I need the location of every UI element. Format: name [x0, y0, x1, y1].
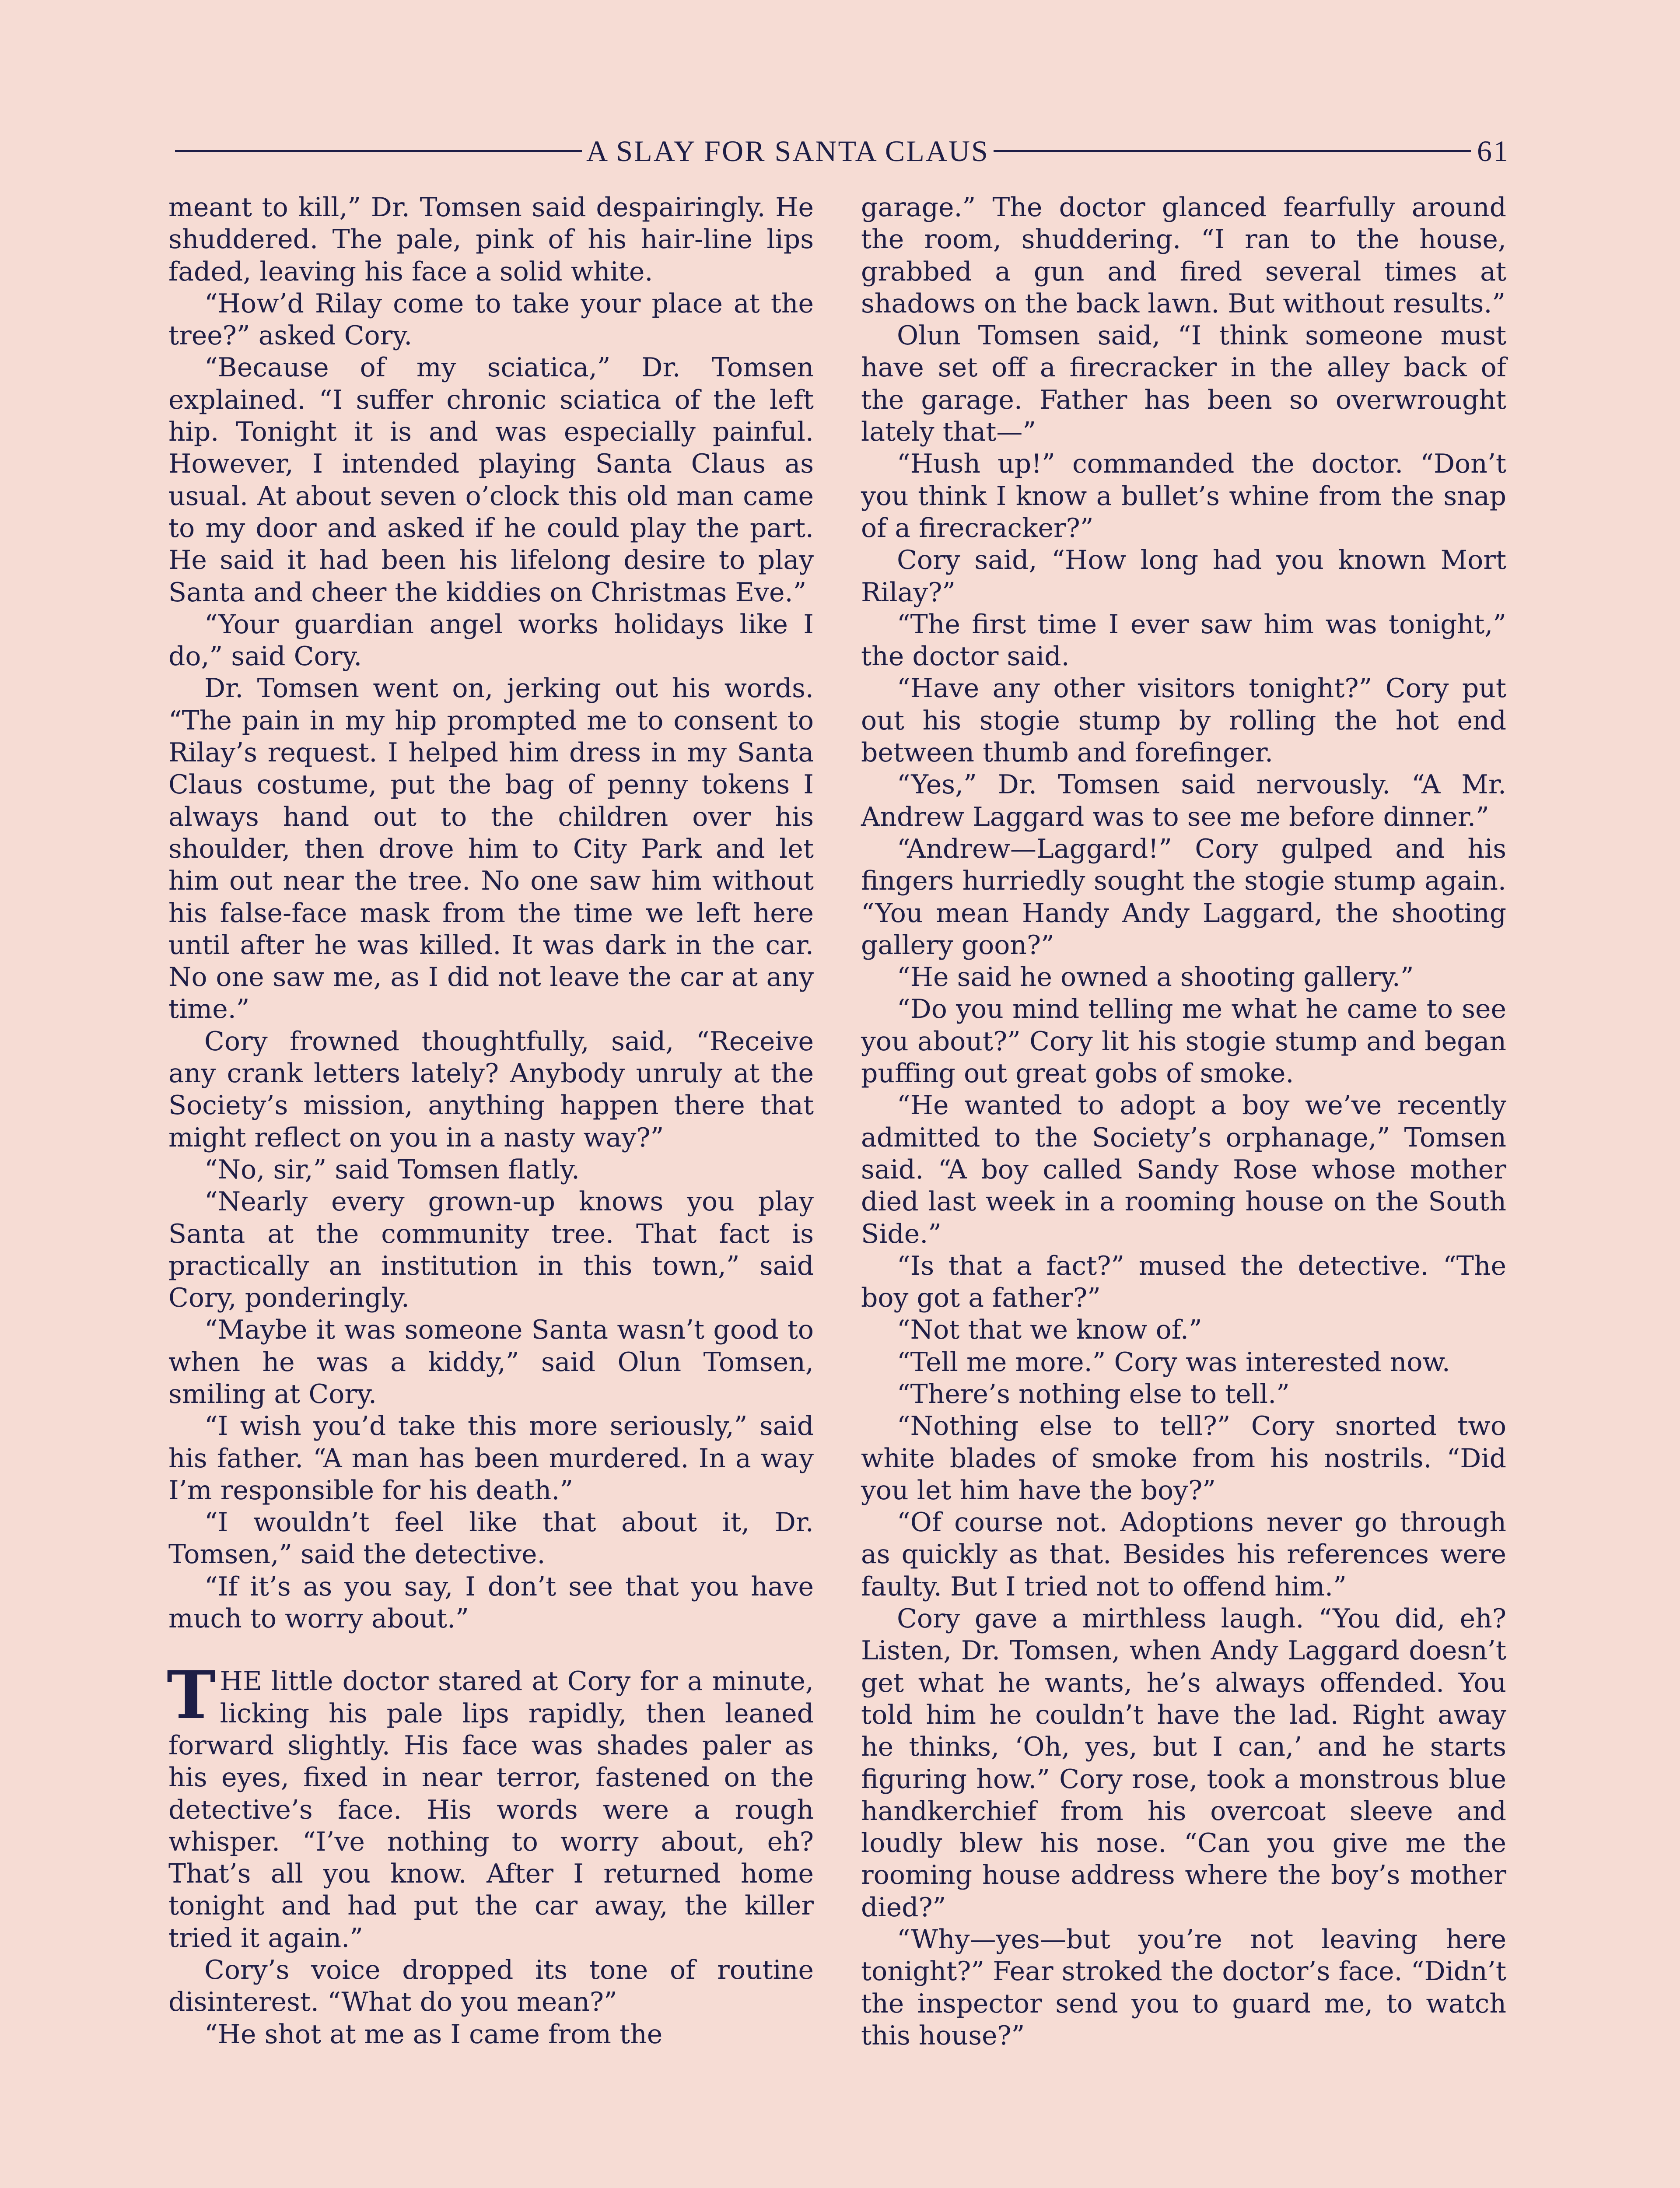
paragraph: “He shot at me as I came from the [204, 2019, 663, 2050]
paragraph: Cory gave a mirthless laugh. “You did, eh? Listen, Dr. Tomsen, when Andy Laggard doesn’t get what he wants, he’s always offended. You told him he couldn’t have the lad. Right away he thinks, ‘Oh, yes, but I can,’ and he starts figuring how.” Cory rose, took a monstrous blue handkerchief from his overcoat sleeve and loudly blew his nose. “Can you give me the rooming house address where the boy’s mother died?” [861, 1603, 1506, 1923]
paragraph: “Nearly every grown-up knows you play Santa at the community tree. That fact is practically an institution in this town,” said Cory, ponderingly. [168, 1186, 814, 1314]
paragraph: “The first time I ever saw him was tonight,” the doctor said. [861, 609, 1506, 672]
paragraph: “Andrew—Laggard!” Cory gulped and his fingers hurriedly sought the stogie stump again. “You mean Handy Andy Laggard, the shooting gallery goon?” [861, 833, 1506, 961]
paragraph: “Maybe it was someone Santa wasn’t good to when he was a kiddy,” said Olun Tomsen, smiling at Cory. [168, 1315, 814, 1410]
left-column [168, 192, 814, 2051]
paragraph: Cory frowned thoughtfully, said, “Receive any crank letters lately? Anybody unruly at the Society’s mission, anything happen there that might reflect on you in a nasty way?” [168, 1026, 814, 1153]
paragraph: meant to kill,” Dr. Tomsen said despairingly. He shuddered. The pale, pink of his hair-line lips faded, leaving his face a solid white. [168, 192, 814, 287]
right-column [861, 192, 1506, 2052]
paragraph: “Nothing else to tell?” Cory snorted two white blades of smoke from his nostrils. “Did you let him have the boy?” [861, 1411, 1506, 1506]
paragraph: “Because of my sciatica,” Dr. Tomsen explained. “I suffer chronic sciatica of the left hip. Tonight it is and was especially painful. However, I intended playing Santa Claus as usual. At about seven o’clock this old man came to my door and asked if he could play the part. He said it had been his lifelong desire to play Santa and cheer the kiddies on Christmas Eve.” [168, 352, 814, 608]
paragraph: “Yes,” Dr. Tomsen said nervously. “A Mr. Andrew Laggard was to see me before dinner.” [861, 769, 1506, 832]
paragraph: Cory said, “How long had you known Mort Rilay?” [861, 545, 1506, 608]
drop-cap: T [167, 1657, 216, 1734]
paragraph: “There’s nothing else to tell.” [897, 1378, 1290, 1410]
header-rule-left [175, 150, 582, 152]
paragraph: “Is that a fact?” mused the detective. “The boy got a father?” [861, 1250, 1506, 1314]
section-opening-text: HE little doctor stared at Cory for a minute, licking his pale lips rapidly, then leaned forward slightly. His face was shades paler as his eyes, fixed in near terror, fastened on the detective’s face. His words were a rough whisper. “I’ve nothing to worry about, eh? That’s all you know. After I returned home tonight and had put the car away, the killer tried it again.” [168, 1666, 814, 1953]
page-number: 61 [1477, 134, 1509, 168]
paragraph: “No, sir,” said Tomsen flatly. [204, 1154, 580, 1185]
section-opening-paragraph [167, 1657, 814, 1954]
paragraph: “Not that we know of.” [897, 1315, 1202, 1346]
paragraph: “Have any other visitors tonight?” Cory put out his stogie stump by rolling the hot end between thumb and forefinger. [861, 673, 1506, 768]
paragraph: “How’d Rilay come to take your place at the tree?” asked Cory. [168, 288, 814, 351]
header-rule-right [994, 150, 1471, 152]
paragraph: “Hush up!” commanded the doctor. “Don’t you think I know a bullet’s whine from the snap of a firecracker?” [861, 449, 1506, 543]
story-title: A SLAY FOR SANTA CLAUS [586, 134, 989, 168]
paragraph: Dr. Tomsen went on, jerking out his words. “The pain in my hip prompted me to consent to Rilay’s request. I helped him dress in my Santa Claus costume, put the bag of penny tokens I always hand out to the children over his shoulder, then drove him to City Park and let him out near the tree. No one saw him without his false-face mask from the time we left here until after he was killed. It was dark in the car. No one saw me, as I did not leave the car at any time.” [168, 673, 814, 1025]
paragraph: “Do you mind telling me what he came to see you about?” Cory lit his stogie stump and began puffing out great gobs of smoke. [861, 994, 1506, 1089]
paragraph: “Why—yes—but you’re not leaving here tonight?” Fear stroked the doctor’s face. “Didn’t the inspector send you to guard me, to watch this house?” [861, 1924, 1506, 2051]
paragraph: “Of course not. Adoptions never go through as quickly as that. Besides his references were faulty. But I tried not to offend him.” [861, 1507, 1506, 1602]
paragraph: Cory’s voice dropped its tone of routine disinterest. “What do you mean?” [168, 1955, 814, 2018]
paragraph: “Your guardian angel works holidays like I do,” said Cory. [168, 609, 814, 672]
paragraph: “I wouldn’t feel like that about it, Dr. Tomsen,” said the detective. [168, 1507, 814, 1570]
paragraph: garage.” The doctor glanced fearfully around the room, shuddering. “I ran to the house, grabbed a gun and fired several times at shadows on the back lawn. But without results.” [861, 192, 1506, 319]
section-break [168, 1635, 814, 1666]
running-header [175, 133, 1509, 168]
paragraph: “I wish you’d take this more seriously,” said his father. “A man has been murdered. In a way I’m responsible for his death.” [168, 1411, 814, 1506]
paragraph: “He said he owned a shooting gallery.” [897, 962, 1414, 993]
paragraph: “He wanted to adopt a boy we’ve recently admitted to the Society’s orphanage,” Tomsen said. “A boy called Sandy Rose whose mother died last week in a rooming house on the South Side.” [861, 1090, 1506, 1249]
paragraph: “If it’s as you say, I don’t see that you have much to worry about.” [168, 1571, 814, 1634]
paragraph: “Tell me more.” Cory was interested now. [897, 1346, 1450, 1378]
paragraph: Olun Tomsen said, “I think someone must have set off a firecracker in the alley back of the garage. Father has been so overwrought lately that—” [861, 320, 1506, 448]
